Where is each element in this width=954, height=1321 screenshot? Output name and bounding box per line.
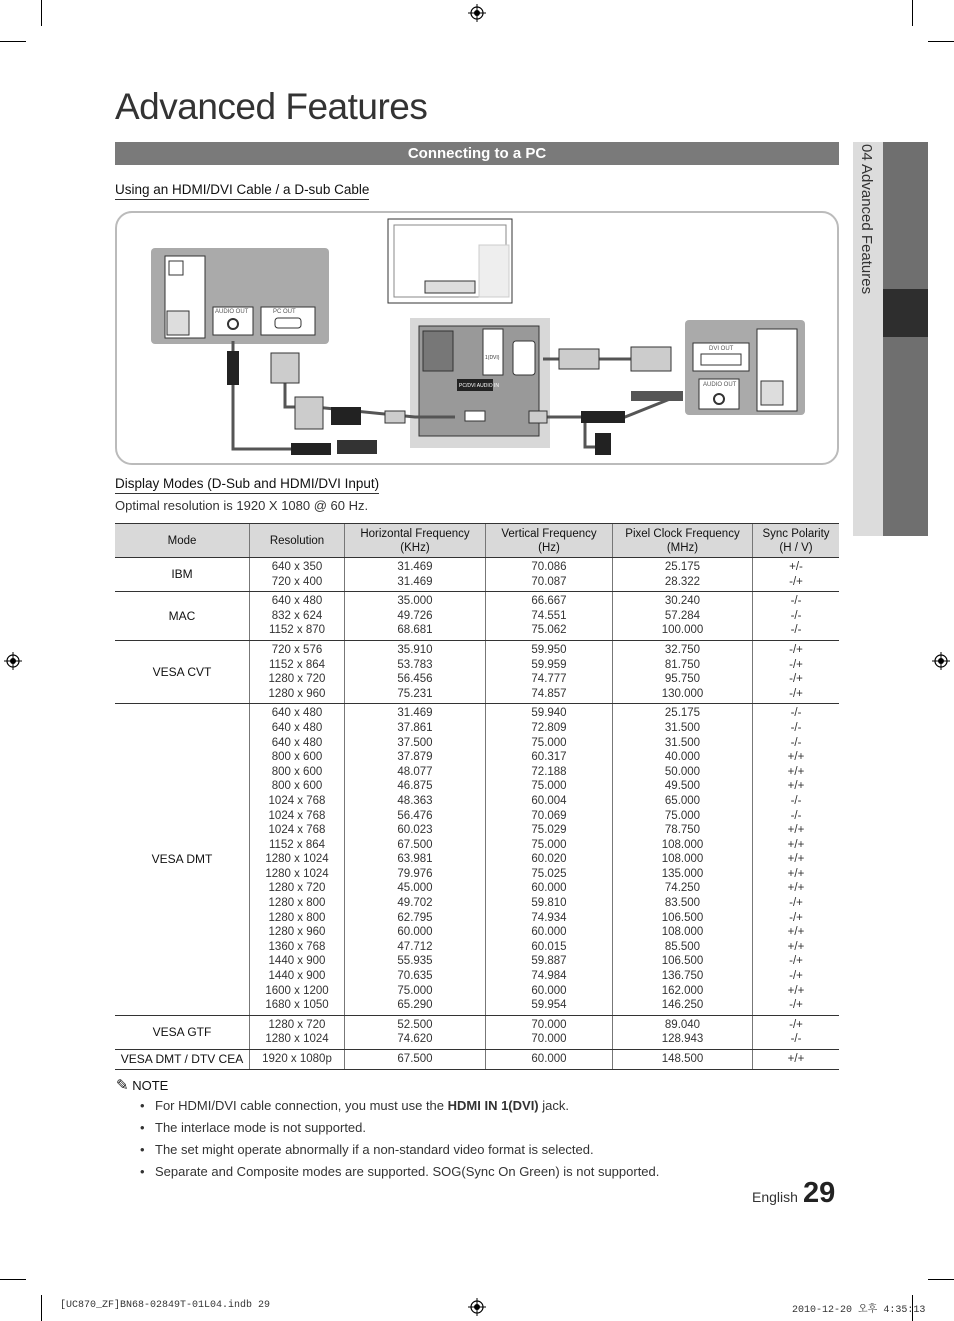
note-text: jack. [538,1098,569,1113]
cell-value: -/- [790,736,802,749]
table-row [115,1015,839,1049]
cell-value: 75.000 [531,780,567,793]
cell-value: 832 x 624 [271,609,323,622]
cell-value: 1024 x 768 [268,824,326,837]
slug-file: [UC870_ZF]BN68-02849T-01L04.indb 29 [60,1300,271,1311]
display-modes-table [115,523,839,1070]
cell-value: 1280 x 800 [268,897,326,910]
cell-value: 60.317 [531,751,567,764]
cell-value: 1440 x 900 [268,970,326,983]
cell-value: 60.000 [531,882,567,895]
cell-value: +/- [789,561,803,573]
cell-value: 74.620 [397,1033,433,1046]
cell-value: 136.750 [661,970,704,983]
cell-value: -/+ [789,1018,803,1031]
table-row [115,558,839,592]
hfreq-cell [345,1050,486,1070]
table-row [115,704,839,1015]
cell-value: -/+ [789,673,803,686]
hfreq-cell [345,592,486,641]
cell-value: 68.681 [397,624,433,637]
cell-value: 31.469 [397,707,433,720]
cell-value: 60.000 [531,926,567,939]
cell-value: 49.726 [397,609,433,622]
cell-value: 70.635 [397,970,433,983]
resolution-cell [250,558,345,592]
cell-value: 70.087 [531,575,567,588]
registration-mark-icon [468,1298,486,1316]
cell-value: -/- [790,595,802,608]
sync-cell [753,592,840,641]
cell-value: 65.290 [397,999,433,1012]
cell-value: 1280 x 1024 [265,1033,329,1046]
cell-value: 59.950 [531,643,567,656]
cell-value: 63.981 [397,853,433,866]
cell-value: 59.954 [531,999,567,1012]
cell-value: 75.025 [531,867,567,880]
sync-cell [753,1050,840,1070]
cell-value: 72.188 [531,765,567,778]
side-tab [852,142,884,342]
cell-value: -/+ [789,658,803,671]
cell-value: 74.934 [531,911,567,924]
cell-value: 65.000 [664,794,701,807]
cell-value: 67.500 [397,838,433,851]
cell-value: 32.750 [664,643,701,656]
cell-value: 1280 x 1024 [265,867,329,880]
cell-value: 40.000 [664,751,701,764]
cell-value: 59.887 [531,955,567,968]
cell-value: 60.000 [397,926,433,939]
cell-value: 800 x 600 [271,765,323,778]
cell-value: -/- [790,721,802,734]
cell-value: 31.500 [664,736,701,749]
cell-value: +/+ [787,824,805,837]
cell-value: 48.363 [397,794,433,807]
resolution-cell [250,1050,345,1070]
table-row [115,640,839,703]
sync-cell [753,558,840,592]
cell-value: 50.000 [664,765,701,778]
cell-value: 66.667 [531,595,567,608]
cell-value: 83.500 [664,897,701,910]
subsection-heading: Using an HDMI/DVI Cable / a D-sub Cable [115,182,369,200]
cell-value: +/+ [787,780,805,793]
cell-value: -/+ [789,999,803,1012]
cell-value: 720 x 576 [271,643,323,656]
cell-value: 1280 x 960 [268,687,326,700]
mode-cell: VESA DMT [115,704,250,1015]
hfreq-cell [345,640,486,703]
sync-cell [753,704,840,1015]
cell-value: 1280 x 720 [268,1018,326,1031]
resolution-cell [250,592,345,641]
cell-value: 60.023 [397,824,433,837]
cell-value: -/+ [789,970,803,983]
resolution-cell [250,1015,345,1049]
crop-mark [0,41,26,42]
pclk-cell [613,592,753,641]
vfreq-cell [486,1015,613,1049]
cell-value: 60.015 [531,940,567,953]
cell-value: 720 x 400 [271,575,323,588]
note-text: The set might operate abnormally if a non-standard video format is selected. [155,1142,594,1157]
cell-value: 59.940 [531,707,567,720]
cell-value: 162.000 [661,984,704,997]
table-header-row [115,524,839,558]
cell-value: +/+ [787,940,805,953]
cell-value: 1280 x 960 [268,926,326,939]
cell-value: 56.476 [397,809,433,822]
cell-value: 70.000 [531,1018,567,1031]
cell-value: 60.000 [531,984,567,997]
note-text: The interlace mode is not supported. [155,1120,367,1135]
pclk-cell [613,558,753,592]
cell-value: 1152 x 864 [268,838,326,851]
cell-value: 74.984 [531,970,567,983]
cell-value: 59.810 [531,897,567,910]
cell-value: 85.500 [664,940,701,953]
cell-value: 55.935 [397,955,433,968]
cell-value: +/+ [787,765,805,778]
section-heading: Connecting to a PC [115,142,839,165]
cell-value: 640 x 350 [271,561,323,573]
cell-value: 31.469 [397,561,433,573]
crop-mark [41,0,42,26]
cell-value: 75.000 [664,809,701,822]
column-header: Sync Polarity (H / V) [753,524,840,558]
mode-cell: VESA DMT / DTV CEA [115,1050,250,1070]
page-language: English [752,1189,798,1205]
cell-value: -/- [790,809,802,822]
cell-value: 800 x 600 [271,780,323,793]
pclk-cell [613,704,753,1015]
crop-mark [928,41,954,42]
cell-value: 135.000 [661,867,704,880]
resolution-cell [250,640,345,703]
cell-value: 60.000 [531,1053,567,1065]
pclk-cell [613,640,753,703]
cell-value: -/- [790,1033,802,1046]
cell-value: 640 x 480 [271,721,323,734]
cell-value: 1280 x 1024 [265,853,329,866]
cell-value: 60.004 [531,794,567,807]
cell-value: 52.500 [397,1018,433,1031]
vfreq-cell [486,1050,613,1070]
column-header: Pixel Clock Frequency (MHz) [613,524,753,558]
cell-value: -/+ [789,911,803,924]
note-icon: ✎ [116,1077,129,1094]
cell-value: -/- [790,609,802,622]
vfreq-cell [486,592,613,641]
vfreq-cell [486,704,613,1015]
cell-value: 46.875 [397,780,433,793]
cell-value: 108.000 [661,838,704,851]
cell-value: 31.469 [397,575,433,588]
note-emphasis: HDMI IN 1(DVI) [447,1098,539,1113]
cell-value: +/+ [787,838,805,851]
cell-value: 79.976 [397,867,433,880]
cell-value: 75.000 [531,838,567,851]
cell-value: 37.500 [397,736,433,749]
crop-mark [0,1279,26,1280]
slug-date: 2010-12-20 오후 4:35:13 [792,1305,926,1316]
cell-value: 25.175 [664,707,701,720]
cell-value: 106.500 [661,955,704,968]
cell-value: 28.322 [664,575,701,588]
page-title: Advanced Features [115,86,428,127]
subsection-heading: Display Modes (D-Sub and HDMI/DVI Input) [115,476,379,494]
cell-value: 75.000 [397,984,433,997]
note-text: For HDMI/DVI cable connection, you must use the [155,1098,448,1113]
cell-value: 108.000 [661,853,704,866]
page-number: 29 [803,1177,836,1209]
registration-mark-icon [468,4,486,22]
sync-cell [753,640,840,703]
list-item [140,1098,659,1120]
side-tab-edge [883,142,928,536]
cell-value: +/+ [787,882,805,895]
pc-left-pc-out-label: PC OUT [273,309,296,315]
list-item [140,1164,659,1186]
vfreq-cell [486,558,613,592]
cell-value: -/+ [789,897,803,910]
cell-value: 148.500 [661,1053,704,1065]
tv-pc-dvi-audio-in-label: PC/DVI AUDIO IN [459,383,500,389]
resolution-cell [250,704,345,1015]
cell-value: 640 x 480 [271,595,323,608]
cell-value: +/+ [787,984,805,997]
cell-value: 95.750 [664,673,701,686]
cell-value: -/+ [789,687,803,700]
note-text: Separate and Composite modes are supported. SOG(Sync On Green) is not supported. [155,1164,660,1179]
column-header: Horizontal Frequency (KHz) [345,524,486,558]
cell-value: 1280 x 800 [268,911,326,924]
optimal-resolution-text: Optimal resolution is 1920 X 1080 @ 60 Hz. [115,498,369,513]
mode-cell: VESA GTF [115,1015,250,1049]
cell-value: 70.086 [531,561,567,573]
side-tab-label: 04 Advanced Features [858,144,875,295]
crop-mark [41,1295,42,1321]
pclk-cell [613,1050,753,1070]
cell-value: 75.029 [531,824,567,837]
cell-value: -/+ [789,643,803,656]
side-tab-chapter-marker [883,289,928,337]
list-item [140,1120,659,1142]
cell-value: 60.020 [531,853,567,866]
cell-value: +/+ [787,853,805,866]
cell-value: 57.284 [664,609,701,622]
crop-mark [928,1279,954,1280]
cell-value: 48.077 [397,765,433,778]
cell-value: 25.175 [664,561,701,573]
cell-value: 56.456 [397,673,433,686]
cell-value: 45.000 [397,882,433,895]
mode-cell: IBM [115,558,250,592]
pc-right-audio-out-label: AUDIO OUT [703,382,737,388]
cell-value: +/+ [787,926,805,939]
cell-value: 1152 x 864 [268,658,326,671]
cell-value: 35.910 [397,643,433,656]
cell-value: 31.500 [664,721,701,734]
cell-value: 37.861 [397,721,433,734]
cell-value: 128.943 [661,1033,704,1046]
cell-value: 74.551 [531,609,567,622]
cell-value: 1024 x 768 [268,794,326,807]
mode-cell: MAC [115,592,250,641]
cell-value: 81.750 [664,658,701,671]
cell-value: 146.250 [661,999,704,1012]
cell-value: 62.795 [397,911,433,924]
cell-value: 100.000 [661,624,704,637]
note-heading [116,1076,168,1094]
cell-value: 1360 x 768 [268,940,326,953]
column-header: Mode [115,524,250,558]
table-row [115,592,839,641]
note-list [140,1098,659,1186]
cell-value: 640 x 480 [271,736,323,749]
cell-value: 75.231 [397,687,433,700]
cell-value: 75.000 [531,736,567,749]
note-label: NOTE [132,1078,169,1093]
cell-value: 1280 x 720 [268,882,326,895]
cell-value: 1440 x 900 [268,955,326,968]
registration-mark-icon [932,652,950,670]
pc-right-dvi-out-label: DVI OUT [709,346,734,352]
crop-mark [912,0,913,26]
cell-value: 70.000 [531,1033,567,1046]
pclk-cell [613,1015,753,1049]
cell-value: 35.000 [397,595,433,608]
tv-hdmi-label: 1(DVI) [485,355,500,361]
cell-value: 30.240 [664,595,701,608]
cell-value: 78.750 [664,824,701,837]
registration-mark-icon [4,652,22,670]
cell-value: 1600 x 1200 [265,984,329,997]
table-row [115,1050,839,1070]
cell-value: 1680 x 1050 [265,999,329,1012]
mode-cell: VESA CVT [115,640,250,703]
cell-value: 108.000 [661,926,704,939]
cell-value: 53.783 [397,658,433,671]
list-item [140,1142,659,1164]
vfreq-cell [486,640,613,703]
cell-value: 1024 x 768 [268,809,326,822]
column-header: Resolution [250,524,345,558]
cell-value: +/+ [787,1053,805,1065]
cell-value: -/- [790,707,802,720]
cell-value: +/+ [787,867,805,880]
cell-value: 1152 x 870 [268,624,326,637]
cell-value: 800 x 600 [271,751,323,764]
pc-left-audio-out-label: AUDIO OUT [215,309,249,315]
cell-value: 74.250 [664,882,701,895]
cell-value: -/- [790,624,802,637]
cell-value: 1280 x 720 [268,673,326,686]
cell-value: 75.062 [531,624,567,637]
cell-value: 37.879 [397,751,433,764]
connection-diagram [115,211,839,465]
cell-value: +/+ [787,751,805,764]
cell-value: -/+ [789,955,803,968]
cell-value: 74.857 [531,687,567,700]
cell-value: -/+ [789,575,803,588]
cell-value: 47.712 [397,940,433,953]
cell-value: 1920 x 1080p [262,1053,332,1065]
cell-value: 49.702 [397,897,433,910]
hfreq-cell [345,558,486,592]
cell-value: 640 x 480 [271,707,323,720]
hfreq-cell [345,1015,486,1049]
cell-value: -/- [790,794,802,807]
cell-value: 67.500 [397,1053,433,1065]
cell-value: 130.000 [661,687,704,700]
cell-value: 72.809 [531,721,567,734]
cell-value: 70.069 [531,809,567,822]
cell-value: 106.500 [661,911,704,924]
cell-value: 89.040 [664,1018,701,1031]
hfreq-cell [345,704,486,1015]
cell-value: 74.777 [531,673,567,686]
sync-cell [753,1015,840,1049]
column-header: Vertical Frequency (Hz) [486,524,613,558]
cell-value: 59.959 [531,658,567,671]
cell-value: 49.500 [664,780,701,793]
